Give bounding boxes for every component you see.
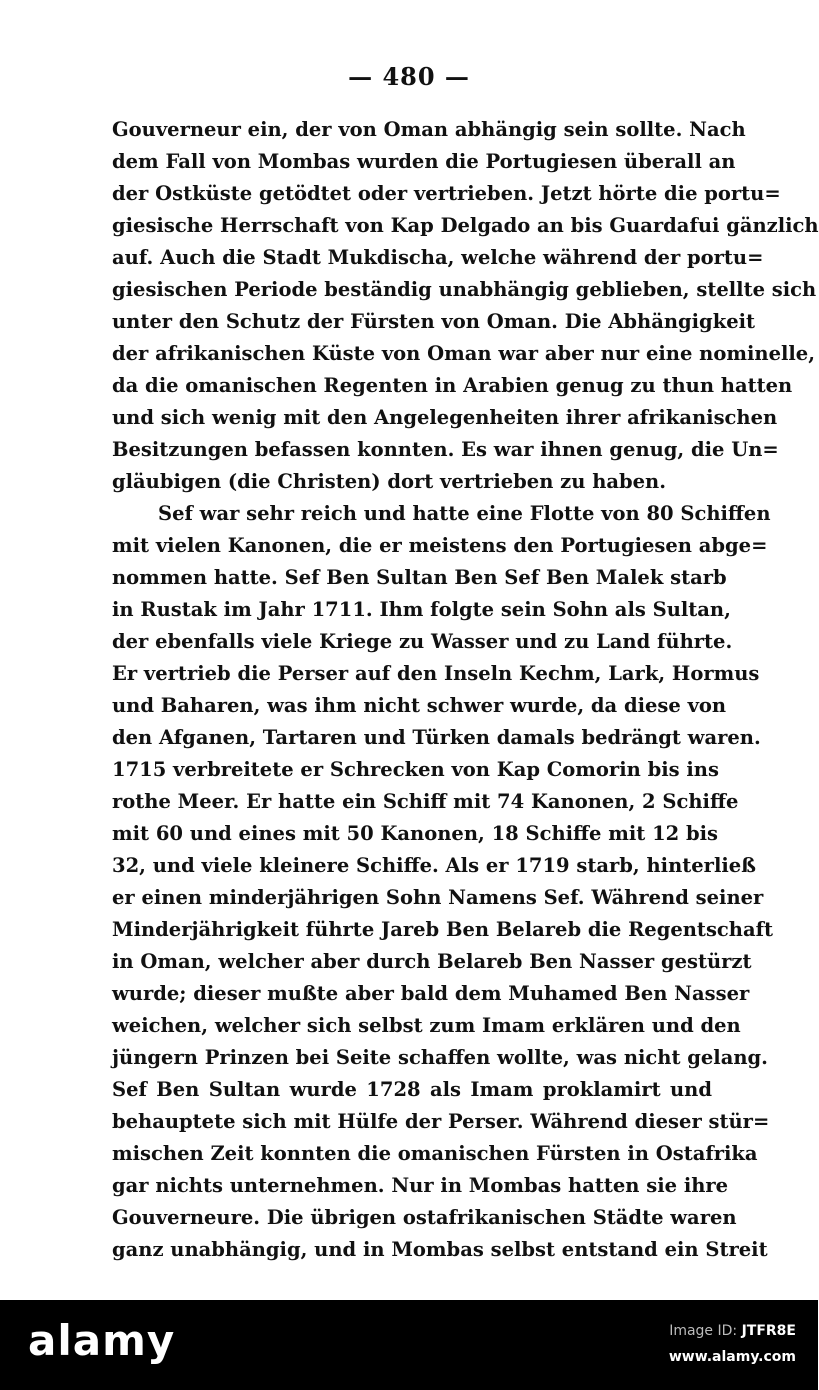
site-url: www.alamy.com <box>668 1349 796 1365</box>
text-line: Er vertrieb die Perser auf den Inseln Kechm, Lark, Hormus <box>112 662 760 685</box>
stock-watermark-bar <box>0 1300 818 1390</box>
text-line: Minderjährigkeit führte Jareb Ben Belareb die Regentschaft <box>112 918 774 941</box>
text-line: 1715 verbreitete er Schrecken von Kap Comorin bis ins <box>112 758 719 781</box>
text-line: der Ostküste getödtet oder vertrieben. Jetzt hörte die portu= <box>112 182 781 205</box>
text-line: unter den Schutz der Fürsten von Oman. Die Abhängigkeit <box>112 310 756 333</box>
text-line: ganz unabhängig, und in Mombas selbst entstand ein Streit <box>112 1238 768 1261</box>
text-line: Gouverneur ein, der von Oman abhängig sein sollte. Nach <box>112 118 746 141</box>
text-line: in Oman, welcher aber durch Belareb Ben Nasser gestürzt <box>112 950 752 973</box>
url-row <box>669 1344 796 1370</box>
text-line: und sich wenig mit den Angelegenheiten ihrer afrikanischen <box>112 406 778 429</box>
text-line: weichen, welcher sich selbst zum Imam erklären und den <box>112 1014 741 1037</box>
text-line: mit vielen Kanonen, die er meistens den Portugiesen abge= <box>112 534 768 557</box>
text-line-paragraph-start: Sef war sehr reich und hatte eine Flotte von 80 Schiffen <box>158 502 771 525</box>
text-line: jüngern Prinzen bei Seite schaffen wollte, was nicht gelang. <box>112 1046 768 1069</box>
text-line: wurde; dieser mußte aber bald dem Muhamed Ben Nasser <box>112 982 750 1005</box>
text-line: und Baharen, was ihm nicht schwer wurde, da diese von <box>112 694 727 717</box>
text-line: 32, und viele kleinere Schiffe. Als er 1719 starb, hinterließ <box>112 854 756 877</box>
alamy-logo: alamy <box>28 1316 176 1365</box>
text-line: Besitzungen befassen konnten. Es war ihnen genug, die Un= <box>112 438 779 461</box>
text-line: giesischen Periode beständig unabhängig geblieben, stellte sich <box>112 278 817 301</box>
text-line: in Rustak im Jahr 1711. Ihm folgte sein Sohn als Sultan, <box>112 598 731 621</box>
image-info <box>669 1318 796 1370</box>
text-line: dem Fall von Mombas wurden die Portugiesen überall an <box>112 150 736 173</box>
text-line: nommen hatte. Sef Ben Sultan Ben Sef Ben Malek starb <box>112 566 727 589</box>
image-id-row <box>669 1318 796 1344</box>
text-line-paragraph-end: gläubigen (die Christen) dort vertrieben zu haben. <box>112 470 667 493</box>
text-line: giesische Herrschaft von Kap Delgado an bis Guardafui gänzlich <box>112 214 819 237</box>
text-line: den Afganen, Tartaren und Türken damals bedrängt waren. <box>112 726 761 749</box>
text-line: der ebenfalls viele Kriege zu Wasser und zu Land führte. <box>112 630 733 653</box>
image-id-label: Image ID: <box>669 1323 738 1339</box>
text-line: er einen minderjährigen Sohn Namens Sef. Während seiner <box>112 886 764 909</box>
text-line: der afrikanischen Küste von Oman war aber nur eine nominelle, <box>112 342 815 365</box>
body-text <box>112 114 819 1266</box>
text-line: da die omanischen Regenten in Arabien genug zu thun hatten <box>112 374 793 397</box>
text-line: Sef Ben Sultan wurde 1728 als Imam proklamirt und <box>112 1078 712 1101</box>
text-line: rothe Meer. Er hatte ein Schiff mit 74 Kanonen, 2 Schiffe <box>112 790 739 813</box>
text-line: mit 60 und eines mit 50 Kanonen, 18 Schiffe mit 12 bis <box>112 822 719 845</box>
text-line: auf. Auch die Stadt Mukdischa, welche während der portu= <box>112 246 764 269</box>
image-id-value: JTFR8E <box>741 1323 796 1339</box>
text-line: behauptete sich mit Hülfe der Perser. Während dieser stür= <box>112 1110 770 1133</box>
text-line: gar nichts unternehmen. Nur in Mombas hatten sie ihre <box>112 1174 729 1197</box>
page-number: — 480 — <box>348 62 470 91</box>
text-line: Gouverneure. Die übrigen ostafrikanischen Städte waren <box>112 1206 737 1229</box>
text-line: mischen Zeit konnten die omanischen Fürsten in Ostafrika <box>112 1142 758 1165</box>
